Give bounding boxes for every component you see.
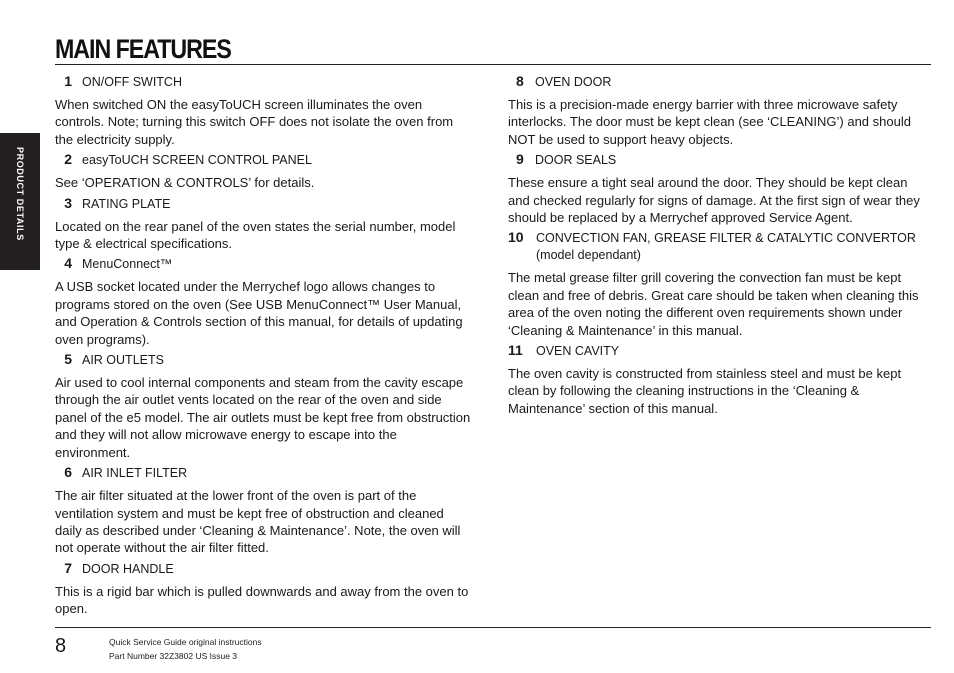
- page-title: MAIN FEATURES: [55, 34, 231, 64]
- feature-description: A USB socket located under the Merrychef logo allows changes to programs stored on the oven (See USB MenuConnect™ User Manual, and Operation & Controls section of this manual, for details of updating oven programs).: [55, 279, 463, 347]
- feature-number: 11: [508, 342, 523, 359]
- feature-title: MenuConnect™: [82, 257, 173, 272]
- feature-item-1: [55, 73, 473, 148]
- feature-title: AIR INLET FILTER: [82, 466, 188, 481]
- feature-title: AIR OUTLETS: [82, 353, 164, 368]
- footer-divider: [55, 627, 931, 628]
- feature-description: See ‘OPERATION & CONTROLS’ for details.: [55, 175, 315, 191]
- feature-number: 4: [64, 255, 72, 272]
- feature-title: ON/OFF SWITCH: [82, 75, 182, 89]
- feature-number: 10: [508, 229, 524, 246]
- feature-description: This is a rigid bar which is pulled downwards and away from the oven to open.: [55, 583, 469, 617]
- footer-guide-line: Quick Service Guide original instructions: [109, 637, 262, 647]
- feature-description: The oven cavity is constructed from stainless steel and must be kept clean by following the cleaning instructions in the ‘Cleaning & Maintenance’ section of this manual.: [508, 366, 902, 416]
- feature-title: OVEN DOOR: [535, 75, 612, 89]
- feature-description: This is a precision-made energy barrier with three microwave safety interlocks. The door must be kept clean (see ‘CLEANING’) and should NOT be used to support heavy objects.: [508, 97, 911, 147]
- right-column: [508, 73, 924, 420]
- feature-item-5: [55, 351, 473, 461]
- feature-description: When switched ON the easyToUCH screen illuminates the oven controls. Note; turning this switch OFF does not isolate the oven from the electricity supply.: [55, 97, 454, 147]
- feature-description: These ensure a tight seal around the door. They should be kept clean and checked regularly for signs of damage. At the first sign of wear they should be replaced by a Merrychef approved Service Agent.: [508, 175, 920, 226]
- feature-title: CONVECTION FAN, GREASE FILTER & CATALYTIC CONVERTOR (model dependant): [536, 231, 916, 263]
- feature-description: The air filter situated at the lower front of the oven is part of the ventilation system and must be kept free of obstruction and cleaned daily as described under ‘Cleaning & Maintenance’. Note, the oven will not operate without the air filter fitted.: [55, 488, 461, 556]
- feature-number: 2: [64, 151, 72, 168]
- footer-text: [109, 635, 262, 663]
- feature-title: OVEN CAVITY: [536, 344, 620, 359]
- feature-number: 6: [64, 464, 72, 481]
- feature-number: 5: [64, 351, 72, 368]
- title-divider: [55, 64, 931, 65]
- feature-item-9: [508, 151, 924, 226]
- footer-part-number: Part Number 32Z3802 US Issue 3: [109, 651, 238, 661]
- left-column: [55, 73, 473, 621]
- feature-title: RATING PLATE: [82, 196, 171, 211]
- feature-item-2: [55, 151, 473, 191]
- feature-title: easyToUCH SCREEN CONTROL PANEL: [82, 153, 312, 168]
- feature-item-4: [55, 255, 473, 348]
- page-number: 8: [55, 635, 67, 657]
- feature-number: 7: [64, 559, 72, 576]
- feature-item-10: [508, 229, 924, 339]
- feature-title: DOOR HANDLE: [82, 561, 174, 576]
- feature-number: 1: [64, 73, 72, 89]
- section-side-tab: [0, 133, 40, 270]
- feature-item-6: [55, 464, 473, 557]
- feature-number: 3: [64, 194, 72, 211]
- feature-number: 9: [516, 151, 524, 168]
- feature-item-7: [55, 560, 473, 618]
- feature-title: DOOR SEALS: [535, 153, 617, 168]
- feature-number: 8: [516, 73, 524, 89]
- feature-item-8: [508, 73, 924, 148]
- side-tab-label: PRODUCT DETAILS: [15, 147, 25, 241]
- feature-description: Located on the rear panel of the oven states the serial number, model type & electrical specifications.: [55, 218, 456, 252]
- feature-description: The metal grease filter grill covering the convection fan must be kept clean and free of debris. Great care should be taken when cleaning this area of the oven noting the different oven requirements shown under ‘Cleaning & Maintenance’ in this manual.: [508, 270, 919, 338]
- feature-item-11: [508, 342, 924, 417]
- feature-description: Air used to cool internal components and steam from the cavity escape through the air outlet vents located on the rear of the oven and side panel of the e5 model. The air outlets must be kept free from obstruction and they will not allow microwave energy to escape into the environment.: [55, 375, 471, 460]
- feature-item-3: [55, 195, 473, 253]
